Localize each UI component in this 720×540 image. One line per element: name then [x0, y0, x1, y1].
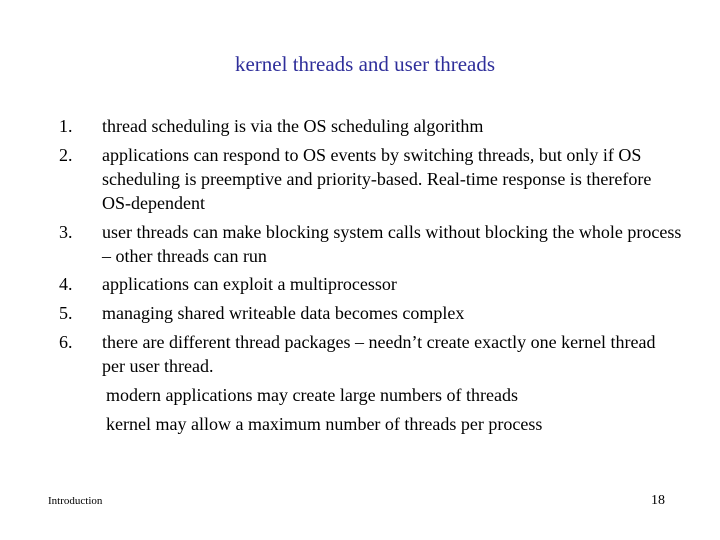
- item-text: thread scheduling is via the OS scheduling algorithm: [102, 116, 484, 136]
- item-text: applications can exploit a multiprocessor: [102, 274, 397, 294]
- sub-item: modern applications may create large numbers of threads: [106, 385, 519, 405]
- item-number: 5.: [59, 303, 73, 323]
- footer-section-label: Introduction: [48, 495, 103, 507]
- item-text: user threads can make blocking system calls without blocking the whole process – other threads can run: [102, 222, 682, 266]
- item-number: 1.: [59, 116, 73, 136]
- item-number: 6.: [59, 332, 73, 352]
- item-text: there are different thread packages – needn’t create exactly one kernel thread per user thread.: [102, 332, 656, 376]
- item-number: 4.: [59, 274, 73, 294]
- item-text: applications can respond to OS events by switching threads, but only if OS scheduling is preemptive and priority-based. Real-time response is therefore OS-dependent: [102, 145, 652, 213]
- item-number: 2.: [59, 145, 73, 165]
- item-number: 3.: [59, 222, 73, 242]
- item-text: managing shared writeable data becomes complex: [102, 303, 465, 323]
- slide-title: kernel threads and user threads: [234, 52, 496, 76]
- page-number: 18: [651, 493, 665, 508]
- sub-item: kernel may allow a maximum number of threads per process: [106, 414, 543, 434]
